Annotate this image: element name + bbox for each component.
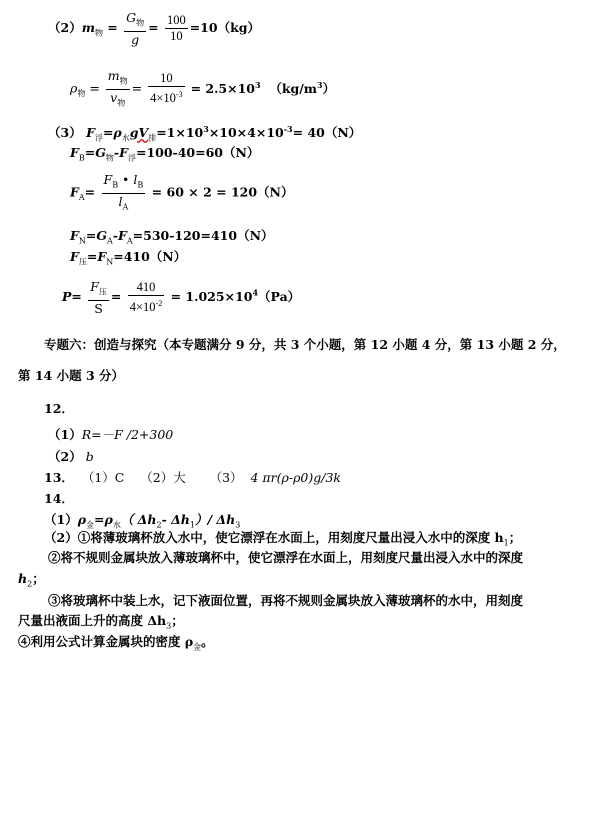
q12-answer-1 [48, 425, 173, 443]
result-exp: 3 [255, 79, 261, 90]
fraction-g-over-g [124, 10, 146, 47]
exp: 3 [203, 123, 209, 134]
answer-line-fb [70, 143, 259, 164]
q14-step-4 [18, 632, 214, 653]
sub: N [106, 257, 114, 267]
delta-h3: ）/ Δh [194, 512, 236, 527]
sub: A [122, 202, 129, 211]
sub: 物 [136, 18, 145, 28]
unit: （Pa） [258, 288, 301, 304]
end: ； [171, 613, 184, 628]
eq-G: =G [85, 228, 108, 243]
q14-step-3-cont [18, 611, 184, 631]
answer-line-buoyancy [48, 123, 361, 144]
var-P: P= [62, 288, 82, 304]
lead: （3） [48, 125, 82, 140]
rho: =ρ [102, 125, 122, 140]
sub: 水 [112, 520, 121, 530]
result: = 2.5×10 [190, 80, 256, 96]
sub: B [112, 180, 119, 190]
sub: 浮 [94, 133, 103, 143]
q12-answer-2 [48, 447, 94, 465]
minus-F: -F [113, 145, 128, 160]
sub: 物 [119, 76, 128, 86]
answer-3-lead: （3） [209, 470, 243, 485]
answer-line-pressure: P= $\frac{F_压}{S}$ = $\frac{410}{4\times 10^{-2}}$ = $1.025\times 10^4(Pa)$ [62, 279, 301, 316]
sub: N [78, 236, 86, 246]
result: =10（kg） [189, 19, 260, 35]
q14-step-2: ②将不规则金属块放入薄玻璃杯中，使它漂浮在水面上，用刻度尺量出浸入水中的深度 [48, 550, 524, 565]
end: ； [508, 530, 522, 545]
denominator: 10 [170, 28, 183, 43]
answer-2: （2）大 [140, 470, 186, 485]
var-G: G [126, 10, 137, 25]
q14-step-2-cont [18, 569, 45, 589]
sub: 2 [156, 520, 162, 530]
lead: （2） [48, 19, 82, 35]
result: =100-40=60（N） [135, 145, 260, 160]
end: ； [32, 571, 45, 586]
formula: R=－F /2+300 [81, 427, 174, 442]
sub: 3 [235, 520, 241, 530]
result: =410（N） [113, 249, 187, 264]
fraction-m-over-v [106, 68, 130, 110]
answer-line-mass: $(2)m_物$ = $\frac{G_物}{g}$ = $\frac{100}{10}$ =10（kg） [48, 10, 260, 47]
answer-line-fa [70, 172, 293, 214]
var-rho: ρ [70, 80, 78, 96]
q13-line [44, 468, 341, 486]
var-S: S [94, 300, 103, 316]
sub: 金 [86, 520, 95, 530]
fraction-100-over-10 [165, 13, 188, 44]
sub: 压 [78, 257, 87, 267]
result: = 1.025×10 [170, 288, 253, 304]
text: （2）①将薄玻璃杯放入水中，使它漂浮在水面上，用刻度尺量出浸入水中的深度 h [44, 530, 504, 545]
fraction-fb-lb-over-la [102, 172, 146, 214]
var-F: F [70, 184, 79, 200]
eq-G: =G [84, 145, 106, 160]
eq-F: =F [86, 249, 107, 264]
var-F: F [70, 228, 79, 243]
result: = 60 × 2 = 120（N） [151, 184, 294, 200]
sub: B [137, 180, 144, 190]
q14-step-3: ③将玻璃杯中装上水，记下液面位置，再将不规则金属块放入薄玻璃杯的水中，用刻度 [48, 593, 524, 608]
sub: A [78, 193, 85, 202]
minus-F: -F [112, 228, 127, 243]
den-base: 4×10 [150, 91, 176, 106]
sub: 1 [189, 520, 195, 530]
sub: 物 [105, 153, 114, 163]
sub: 排 [148, 133, 157, 143]
var-F: F [70, 249, 79, 264]
q14-number: 14． [44, 491, 74, 506]
lead: （1） [44, 512, 78, 527]
numerator: 410 [128, 280, 164, 296]
var-h: h [18, 571, 28, 586]
var-F: F [70, 145, 79, 160]
sub: 2 [27, 579, 33, 589]
sub: 物 [117, 98, 126, 107]
answer-1: （1）C [81, 470, 125, 485]
delta-h1: - Δh [161, 512, 190, 527]
var-l: l [133, 172, 138, 187]
sub: B [78, 153, 85, 163]
unit: （kg/m [269, 80, 318, 96]
end: 。 [201, 634, 214, 649]
q12-number: 12． [44, 401, 74, 416]
section-header-line1: 专题六：创造与探究（本专题满分 9 分，共 3 个小题，第 12 小题 4 分，第 13 小题 2 分， [44, 337, 566, 352]
sub: 金 [193, 642, 202, 652]
var-l: l [118, 193, 123, 209]
sub: 水 [121, 133, 130, 143]
numerator: 10 [148, 71, 184, 87]
sub: 3 [166, 621, 172, 631]
den-base: 4×10 [129, 299, 156, 314]
section-header-line2: 第 14 小题 3 分） [18, 368, 124, 383]
answer-line-fp [70, 247, 186, 268]
answer-line-fn [70, 226, 274, 246]
sub: 物 [94, 28, 103, 38]
result-exp: 4 [252, 287, 259, 298]
unit-close: ） [322, 80, 336, 96]
var-gV: gV [129, 125, 149, 140]
result: =530-120=410（N） [132, 228, 274, 243]
answer-3: 4 πr(ρ-ρ0)g/3k [250, 470, 341, 485]
eq: = [84, 184, 96, 200]
var-m: m [81, 19, 95, 35]
calc-mid: ×10×4×10 [208, 125, 284, 140]
sub: A [107, 236, 113, 246]
fraction-f-over-s [88, 279, 109, 316]
text: 尺量出液面上升的高度 Δh [18, 613, 167, 628]
calc: =1×10 [156, 125, 204, 140]
calc-end: = 40（N） [292, 125, 362, 140]
var-F: F [103, 172, 113, 187]
sub: 浮 [127, 153, 136, 163]
sub: 压 [98, 287, 107, 297]
numerator: 100 [166, 12, 186, 27]
eq-rho: =ρ [94, 512, 113, 527]
fraction-10-over-4e-3 [148, 71, 184, 106]
q14-step-1 [44, 528, 521, 548]
rho: ρ [77, 512, 87, 527]
answer: b [85, 449, 94, 464]
lead: （1） [48, 427, 82, 442]
dot: • [118, 172, 130, 187]
sub: 1 [503, 538, 509, 548]
var-g: g [131, 31, 140, 47]
q13-number: 13． [44, 470, 74, 485]
exp: -3 [283, 123, 293, 134]
text: ④利用公式计算金属块的密度 ρ [18, 634, 194, 649]
answer-line-density: $\rho_物$ = $\frac{m_物}{v_物}$ = $\frac{10}{4\times 10^{-3}}$ = $2.5\times 10^3$ $(kg/m^3)$ [70, 68, 335, 110]
var-F: F [90, 279, 99, 294]
var-m: m [107, 68, 120, 83]
lead: （2） [48, 449, 82, 464]
sub: 物 [77, 89, 86, 98]
var-F: F [86, 125, 95, 140]
fraction-410-over-4e-2 [128, 280, 164, 315]
den-exp: -2 [155, 298, 163, 308]
sub: A [126, 236, 133, 246]
den-exp: -3 [175, 90, 183, 100]
unit-exp: 3 [317, 79, 323, 90]
var-v: v [110, 89, 118, 105]
delta-h2: （ Δh [120, 512, 157, 527]
